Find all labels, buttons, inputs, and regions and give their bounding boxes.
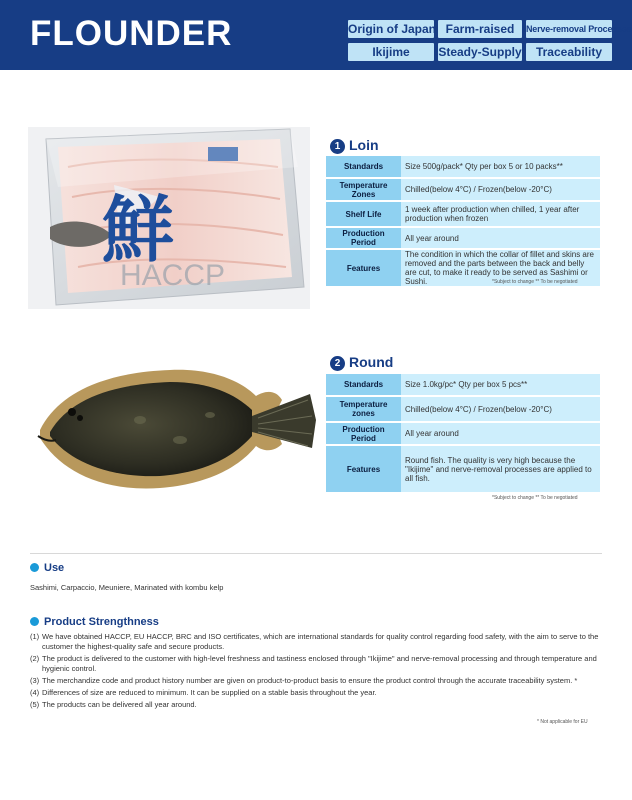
eu-footnote: * Not applicable for EU xyxy=(537,719,588,725)
strength-list xyxy=(30,632,604,712)
list-item xyxy=(30,676,604,686)
badge-steady-supply: Steady-Supply xyxy=(438,45,522,59)
strength-heading xyxy=(30,616,159,628)
use-heading-label: Use xyxy=(44,562,65,574)
package-kanji: 鮮 xyxy=(102,187,175,272)
list-item xyxy=(30,700,604,710)
spec-value: Chilled(below 4°C) / Frozen(below -20°C) xyxy=(401,179,600,200)
list-item-text: We have obtained HACCP, EU HACCP, BRC and ISO certificates, which are international standards for quality control regarding food safety, with the aim to serve to the customer the highest-quality safe and secure products. xyxy=(42,632,599,651)
spec-value: All year around xyxy=(401,228,600,248)
list-item-number: (5) xyxy=(30,700,40,709)
spec-label: Standards xyxy=(326,374,401,395)
round-heading xyxy=(330,354,393,371)
loin-heading xyxy=(330,137,379,154)
list-item xyxy=(30,654,604,674)
list-item xyxy=(30,632,604,652)
list-item-number: (2) xyxy=(30,654,40,663)
package-haccp-watermark: HACCP xyxy=(120,259,226,292)
spec-value: Round fish. The quality is very high because the "Ikijime" and nerve-removal processes are applied to all fish. xyxy=(401,446,600,492)
round-fish-photo xyxy=(20,360,320,510)
round-footnote: *Subject to change ** To be negotiated xyxy=(492,495,578,501)
spec-label: Temperature Zones xyxy=(326,179,401,200)
table-row xyxy=(326,374,600,395)
badge-ikijime: Ikijime xyxy=(348,43,434,61)
table-row xyxy=(326,228,600,248)
spec-value: All year around xyxy=(401,423,600,444)
list-item-number: (4) xyxy=(30,688,40,697)
bullet-dot-icon xyxy=(30,563,39,572)
badge-farm-raised: Farm-raised xyxy=(438,20,522,38)
spec-label: Production Period xyxy=(326,423,401,444)
strength-heading-label: Product Strengthness xyxy=(44,616,159,628)
round-number-badge: 2 xyxy=(330,356,345,371)
spec-label: Shelf Life xyxy=(326,202,401,226)
list-item-text: Differences of size are reduced to minimum. It can be supplied on a stable basis throughout the year. xyxy=(42,688,377,697)
loin-footnote: *Subject to change ** To be negotiated xyxy=(492,279,578,285)
spec-value: Size 500g/pack* Qty per box 5 or 10 packs** xyxy=(401,156,600,177)
table-row xyxy=(326,179,600,200)
table-row xyxy=(326,423,600,444)
badge-origin: Origin of Japan xyxy=(348,22,437,36)
round-spec-table xyxy=(326,372,600,494)
use-text: Sashimi, Carpaccio, Meuniere, Marinated with kombu kelp xyxy=(30,583,224,592)
bullet-dot-icon xyxy=(30,617,39,626)
use-heading xyxy=(30,562,64,574)
spec-label: Features xyxy=(326,446,401,492)
loin-title: Loin xyxy=(349,137,379,153)
spec-label: Temperature zones xyxy=(326,397,401,421)
spec-label: Standards xyxy=(326,156,401,177)
badge-nerve-removal: Nerve-removal Processes xyxy=(526,20,612,38)
page-title: FLOUNDER xyxy=(30,14,233,53)
list-item-text: The products can be delivered all year around. xyxy=(42,700,197,709)
spec-value: 1 week after production when chilled, 1 year after production when frozen xyxy=(401,202,600,226)
loin-number-badge: 1 xyxy=(330,139,345,154)
header-bar xyxy=(0,0,632,70)
list-item-text: The merchandize code and product history number are given on product-to-product basis to ensure the product control through the accurate traceability system. * xyxy=(42,676,578,685)
loin-package-photo xyxy=(28,127,310,309)
table-row xyxy=(326,156,600,177)
list-item xyxy=(30,688,604,698)
list-item-number: (1) xyxy=(30,632,40,641)
spec-label: Features xyxy=(326,250,401,286)
round-title: Round xyxy=(349,354,394,370)
table-row xyxy=(326,446,600,492)
spec-value: Size 1.0kg/pc* Qty per box 5 pcs** xyxy=(401,374,600,395)
badge-traceability: Traceability xyxy=(526,43,612,61)
divider xyxy=(30,553,602,554)
spec-label: Production Period xyxy=(326,228,401,248)
table-row xyxy=(326,397,600,421)
table-row xyxy=(326,202,600,226)
list-item-number: (3) xyxy=(30,676,40,685)
loin-spec-table xyxy=(326,154,600,288)
list-item-text: The product is delivered to the customer with high-level freshness and tastiness enclosed through "Ikijime" and nerve-removal processing and through temperature and hygienic control. xyxy=(42,654,597,673)
spec-value: The condition in which the collar of fillet and skins are removed and the parts between the back and belly are cut, to make it ready to be served as Sashimi or Sushi. xyxy=(401,250,600,286)
spec-value: Chilled(below 4°C) / Frozen(below -20°C) xyxy=(401,397,600,421)
